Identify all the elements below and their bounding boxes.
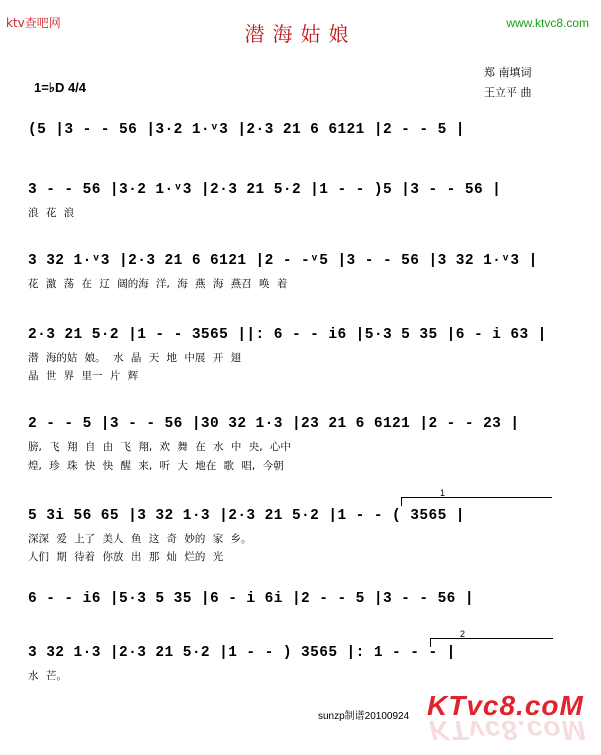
site-url-right: www.ktvc8.com: [506, 16, 589, 30]
ktvc8-logo: [423, 690, 593, 746]
lyric-row-5-verse-2: 煌, 珍 珠 快 快 醒 来, 听 大 地在 歌 唱, 今朝: [28, 460, 284, 472]
second-ending-number: 2: [460, 629, 466, 639]
lyric-row-2-verse-1: 浪 花 浪: [28, 207, 75, 219]
logo-text: KTvc8.coM: [427, 690, 584, 721]
lyric-row-3-verse-1: 花 激 荡 在 辽 阔的海 洋, 海 燕 海 燕召 唤 着: [28, 278, 288, 290]
lyric-row-5-verse-1: 膀, 飞 翔 自 由 飞 翔, 欢 舞 在 水 中 央, 心中: [28, 441, 291, 453]
song-title: 潜海姑娘: [244, 22, 357, 46]
staff-row-5: 2 - - 5 |3 - - 56 |30 32 1·3 |23 21 6 6121 |2 - - 23 |: [28, 416, 520, 432]
lyric-row-6-verse-1: 深深 爱 上了 美人 鱼 这 奇 妙的 家 乡。: [28, 533, 252, 545]
staff-row-8: 3 32 1·3 |2·3 21 5·2 |1 - - ) 3565 |: 1 - - - |: [28, 645, 456, 661]
staff-row-7: 6 - - i6 |5·3 5 35 |6 - i 6i |2 - - 5 |3 - - 56 |: [28, 591, 474, 607]
lyric-row-4-verse-1: 潜 海的姑 娘。 水 晶 天 地 中展 开 翅: [28, 352, 242, 364]
key-signature: 1=♭D 4/4: [34, 80, 87, 95]
staff-row-4: 2·3 21 5·2 |1 - - 3565 ||: 6 - - i6 |5·3 5 35 |6 - i 63 |: [28, 327, 547, 343]
logo-reflection: KTvc8.coM: [429, 715, 586, 746]
lyricist-credit: 郑 南填词: [484, 66, 532, 79]
staff-row-2: 3 - - 56 |3·2 1·ᵛ3 |2·3 21 5·2 |1 - - )5 |3 - - 56 |: [28, 182, 502, 198]
lyric-row-4-verse-2: 晶 世 界 里一 片 辉: [28, 370, 139, 382]
first-ending-number: 1: [440, 488, 446, 498]
staff-row-6: 5 3i 56 65 |3 32 1·3 |2·3 21 5·2 |1 - - ( 3565 |: [28, 508, 465, 524]
lyric-row-8-verse-1: 水 芒。: [28, 670, 67, 682]
staff-row-1: (5 |3 - - 56 |3·2 1·ᵛ3 |2·3 21 6 6121 |2 - - 5 |: [28, 122, 465, 138]
first-ending-bracket: [401, 497, 552, 506]
site-name-left: ktv查吧网: [6, 16, 61, 30]
staff-row-3: 3 32 1·ᵛ3 |2·3 21 6 6121 |2 - -ᵛ5 |3 - - 56 |3 32 1·ᵛ3 |: [28, 253, 538, 269]
transcriber-credit: sunzp制谱20100924: [318, 711, 410, 722]
composer-credit: 王立平 曲: [484, 86, 532, 99]
lyric-row-6-verse-2: 人们 期 待着 你放 出 那 灿 烂的 光: [28, 551, 224, 563]
